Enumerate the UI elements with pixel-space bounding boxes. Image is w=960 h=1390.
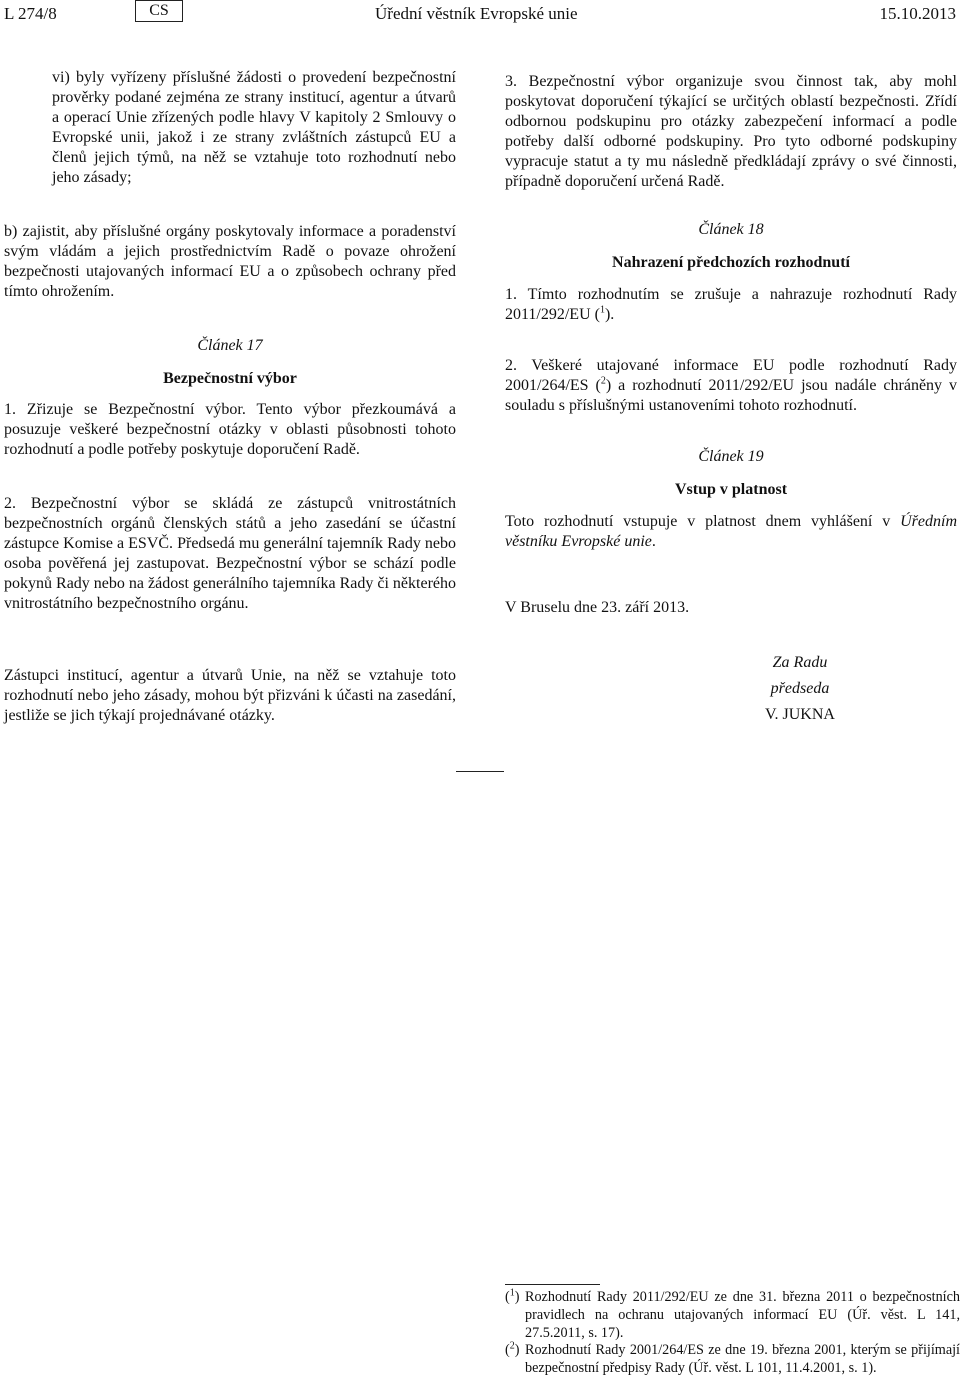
footnote-2-text: Rozhodnutí Rady 2001/264/ES ze dne 19. března 2001, kterým se přijímají bezpečnostní předpisy Rady (Úř. věst. L 101, 11.4.2001, s. 1). [525, 1342, 960, 1376]
article-18-number: Článek 18 [698, 221, 764, 238]
place-and-date: V Bruselu dne 23. září 2013. [505, 599, 690, 616]
article-17-p3-text: 3. Bezpečnostní výbor organizuje svou činnost tak, aby mohl poskytovat doporučení týkající se určitých oblastí bezpečnosti. Zřídí odbornou podskupinu pro otázky zabezpečení informací a podle potřeby další odborné podskupiny. Pro tyto odborné podskupiny vypracuje statut a ty mu následně předkládají zprávy o své činnosti, případně doporučení určená Radě. [505, 73, 957, 190]
footnote-rule [505, 1284, 600, 1285]
signature-for: Za Radu [772, 654, 828, 671]
item-b [4, 222, 456, 302]
article-17-paragraph-3 [505, 72, 957, 192]
publication-date: 15.10.2013 [879, 4, 956, 23]
item-vi [4, 68, 456, 188]
footnote-1-text: Rozhodnutí Rady 2011/292/EU ze dne 31. března 2011 o bezpečnostních pravidlech na ochranu utajovaných informací EU (Úř. věst. L 141, 27.5.2011, s. 17). [525, 1289, 960, 1341]
article-18-title: Nahrazení předchozích rozhodnutí [612, 254, 850, 271]
language-badge: CS [135, 0, 183, 22]
article-17-p2-text: 2. Bezpečnostní výbor se skládá ze zástupců vnitrostátních bezpečnostních orgánů členských států a jeho zasedání se účastní zástupce Komise a ESVČ. Předsedá mu generální tajemník Rady nebo osoba pověřená jej zastupovat. Bezpečnostní výbor se schází podle pokynů Rady nebo na žádost generálního tajemníka Rady či některého vnitrostátního bezpečnostního orgánu. [4, 495, 456, 612]
footnote-ref-1[interactable]: 1 [599, 304, 605, 316]
end-separator [456, 771, 504, 772]
article-17-title: Bezpečnostní výbor [163, 370, 297, 387]
article-18-p2-end: ) a rozhodnutí 2011/292/EU jsou nadále chráněny v souladu s příslušnými ustanoveními tohoto rozhodnutí. [505, 377, 958, 414]
article-19-title: Vstup v platnost [674, 481, 788, 498]
footnote-2: ($^2$) Rozhodnutí Rady 2001/264/ES ze dne 19. března 2001, kterým se přijímají bezpečnostní předpisy Rady (Úř. věst. L 101, 11.4.2001, s. 1). [505, 1340, 960, 1376]
footnote-2-mark: 2 [509, 1340, 515, 1352]
article-18-paragraph-2 [505, 356, 957, 416]
signature-name: V. JUKNA [765, 706, 835, 723]
signature-block [700, 650, 900, 728]
page-reference: L 274/8 [4, 4, 57, 23]
article-17-number: Článek 17 [197, 337, 263, 354]
signature-role: předseda [770, 680, 830, 697]
item-b-text: b) zajistit, aby příslušné orgány poskytovaly informace a poradenství svým vládám a jejich prostřednictvím Radě o povaze ohrožení bezpečnosti utajovaných informací EU a o způsobech ochrany před tímto ohrožením. [4, 223, 456, 300]
article-19-text [505, 512, 957, 552]
article-17-paragraph-2-continued [4, 666, 456, 726]
article-19-text-end: . [651, 533, 656, 550]
page-header [0, 0, 960, 30]
article-17-p2-cont-text: Zástupci institucí, agentur a útvarů Unie, na něž se vztahuje toto rozhodnutí nebo jeho zásady, mohou být přizváni k účasti na zasedání, jestliže se jich týkají projednávané otázky. [4, 667, 456, 724]
article-17-paragraph-2 [4, 494, 456, 614]
article-18-p1-text: 1. Tímto rozhodnutím se zrušuje a nahrazuje rozhodnutí Rady 2011/292/EU ( [505, 286, 957, 323]
journal-name: Úředním věstníku Evropské unie [505, 513, 957, 550]
article-19-text-start: Toto rozhodnutí vstupuje v platnost dnem vyhlášení v [505, 513, 901, 530]
article-18-paragraph-1 [505, 285, 957, 325]
footnote-1: ($^1$) Rozhodnutí Rady 2011/292/EU ze dne 31. března 2011 o bezpečnostních pravidlech na ochranu utajovaných informací EU (Úř. věst. L 141, 27.5.2011, s. 17). [505, 1287, 960, 1341]
item-vi-text: vi) byly vyřízeny příslušné žádosti o provedení bezpečnostní prověrky podané zejména ze strany institucí, agentur a útvarů a operací Unie zřízených podle hlavy V kapitoly 2 Smlouvy o Evropské unii, jakož i ze strany zvláštních zástupců EU a členů jejich týmů, na něž se vztahuje toto rozhodnutí nebo jeho zásady; [52, 69, 456, 186]
footnote-1-mark: 1 [509, 1287, 515, 1299]
article-17-paragraph-1 [4, 400, 456, 460]
journal-title: Úřední věstník Evropské unie [375, 4, 578, 23]
article-17-p1-text: 1. Zřizuje se Bezpečnostní výbor. Tento výbor přezkoumává a posuzuje veškeré bezpečnostní otázky v oblasti působnosti tohoto rozhodnutí a podle potřeby poskytuje doporučení Radě. [4, 401, 456, 458]
article-18-p1-end: ). [604, 306, 615, 323]
footnote-ref-2[interactable]: 2 [600, 375, 606, 387]
article-19-number: Článek 19 [698, 448, 764, 465]
article-18-p2-text: 2. Veškeré utajované informace EU podle rozhodnutí Rady 2001/264/ES ( [505, 357, 957, 394]
